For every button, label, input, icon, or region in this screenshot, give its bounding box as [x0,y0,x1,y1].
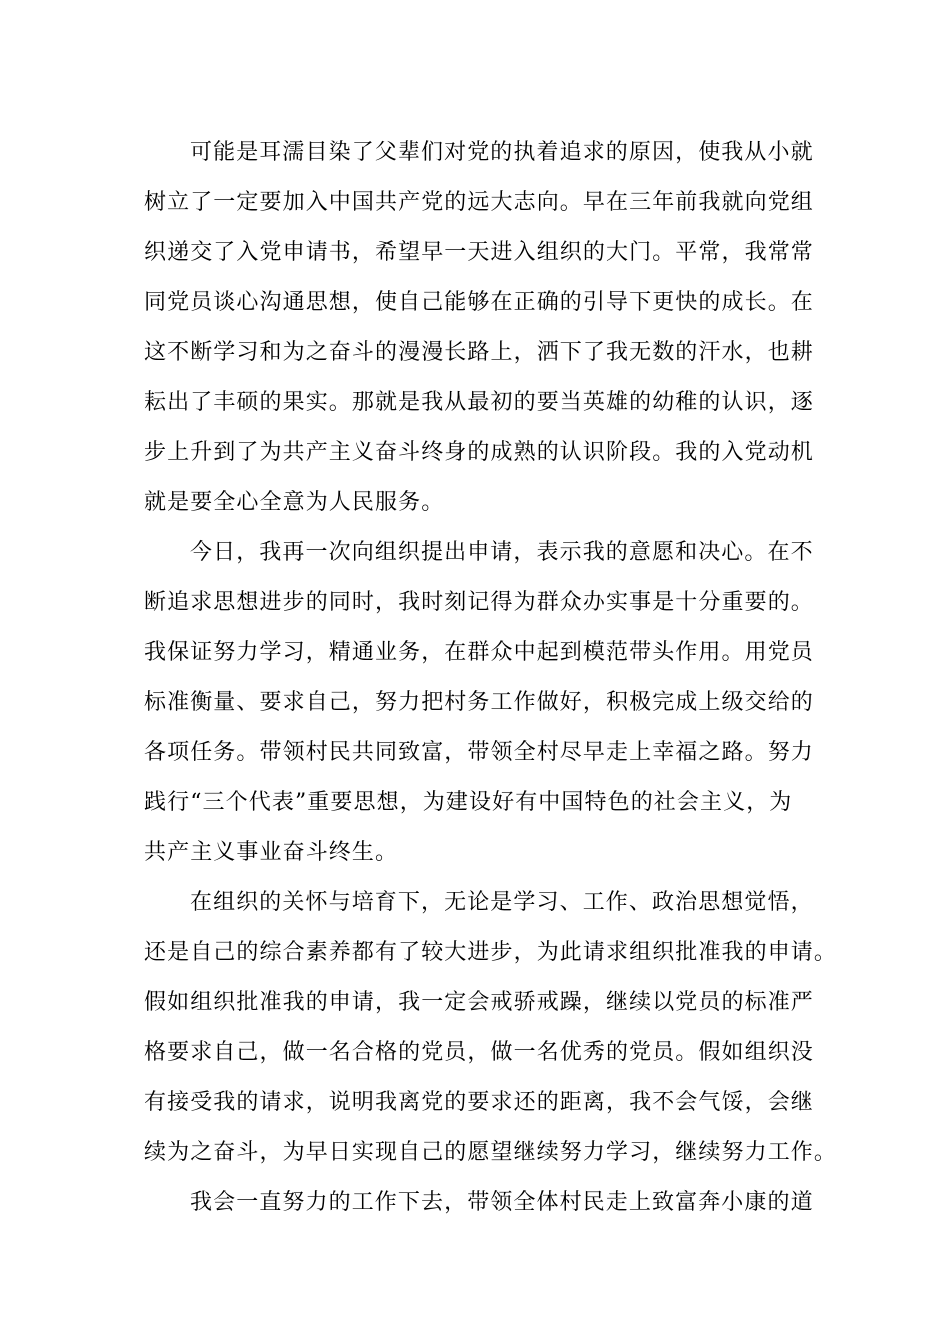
paragraph-line: 就是要全心全意为人民服务。 [144,490,445,515]
paragraph-line: 这不断学习和为之奋斗的漫漫长路上，洒下了我无数的汗水，也耕 [144,340,814,365]
paragraph-line: 各项任务。带领村民共同致富，带领全村尽早走上幸福之路。努力 [144,740,814,765]
paragraph-line: 在组织的关怀与培育下，无论是学习、工作、政治思想觉悟， [190,890,814,915]
paragraph-line: 践行“三个代表”重要思想，为建设好有中国特色的社会主义，为 [144,790,793,815]
paragraph-line: 树立了一定要加入中国共产党的远大志向。早在三年前我就向党组 [144,190,814,215]
paragraph-line: 有接受我的请求，说明我离党的要求还的距离，我不会气馁，会继 [144,1090,814,1115]
paragraph-line: 同党员谈心沟通思想，使自己能够在正确的引导下更快的成长。在 [144,290,814,315]
paragraph-line: 我会一直努力的工作下去，带领全体村民走上致富奔小康的道 [190,1190,814,1215]
paragraph-line: 共产主义事业奋斗终生。 [144,840,399,865]
paragraph-line: 断追求思想进步的同时，我时刻记得为群众办实事是十分重要的。 [144,590,814,615]
paragraph-2 [144,528,824,878]
paragraph-line: 耘出了丰硕的果实。那就是我从最初的要当英雄的幼稚的认识，逐 [144,390,814,415]
paragraph-line: 织递交了入党申请书，希望早一天进入组织的大门。平常，我常常 [144,240,814,265]
paragraph-4 [144,1178,824,1228]
paragraph-line: 可能是耳濡目染了父辈们对党的执着追求的原因，使我从小就 [190,140,814,165]
paragraph-line: 步上升到了为共产主义奋斗终身的成熟的认识阶段。我的入党动机 [144,440,814,465]
paragraph-line: 标准衡量、要求自己，努力把村务工作做好，积极完成上级交给的 [144,690,814,715]
paragraph-line: 还是自己的综合素养都有了较大进步，为此请求组织批准我的申请。 [144,940,838,965]
paragraph-line: 续为之奋斗，为早日实现自己的愿望继续努力学习，继续努力工作。 [144,1140,838,1165]
paragraph-line: 我保证努力学习，精通业务，在群众中起到模范带头作用。用党员 [144,640,814,665]
paragraph-1 [144,128,824,528]
document-body [144,128,838,1228]
paragraph-line: 今日，我再一次向组织提出申请，表示我的意愿和决心。在不 [190,540,814,565]
paragraph-3 [144,878,838,1178]
paragraph-line: 格要求自己，做一名合格的党员，做一名优秀的党员。假如组织没 [144,1040,814,1065]
paragraph-line: 假如组织批准我的申请，我一定会戒骄戒躁，继续以党员的标准严 [144,990,814,1015]
